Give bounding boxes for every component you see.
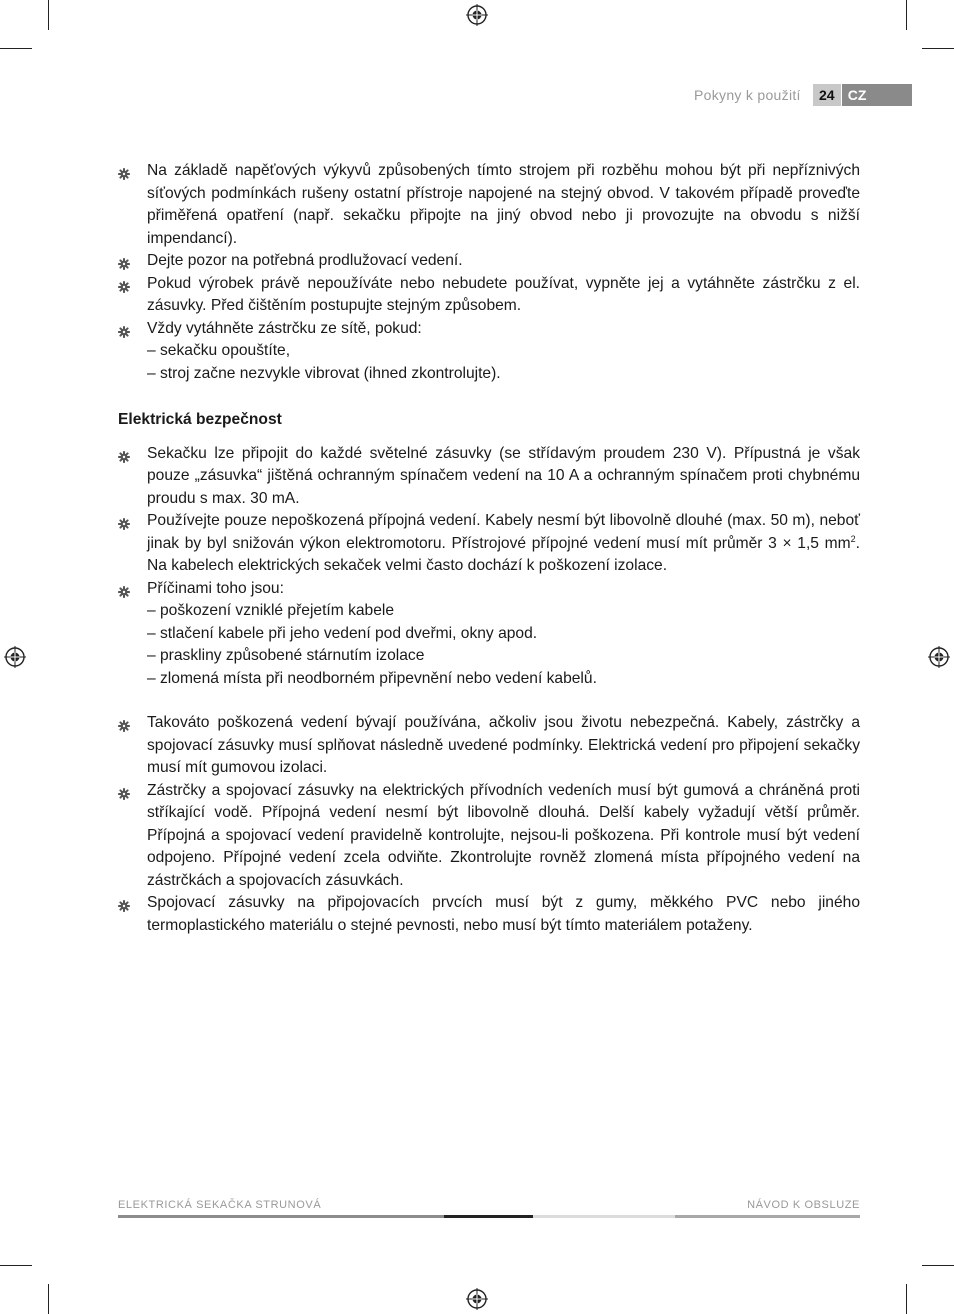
section-heading: Elektrická bezpečnost	[118, 411, 282, 428]
gear-bullet-icon	[118, 583, 130, 595]
gear-bullet-icon	[118, 897, 130, 909]
gear-bullet-icon	[118, 165, 130, 177]
sub-item: – stlačení kabele při jeho vedení pod dveřmi, okny apod.	[147, 624, 538, 642]
list-item-text: Spojovací zásuvky na připojovacích prvcích musí být z gumy, měkkého PVC nebo jiného termoplastického materiálu o stejné pevnosti, nebo musí být tímto materiálem potaženy.	[147, 894, 860, 934]
footer-bar-segment	[118, 1215, 444, 1218]
list-item	[118, 318, 860, 341]
page-header	[694, 84, 912, 106]
registration-mark-icon	[928, 646, 950, 668]
text-fragment: Používejte pouze nepoškozená přípojná vedení. Kabely nesmí být libovolně dlouhé (max. 50 m), neboť jinak by byl snižován výkon elektromotoru. Přístrojové přípojné vedení musí mít průměr 3 × 1,5 mm	[147, 512, 860, 552]
document-body	[118, 160, 860, 937]
list-item	[118, 578, 860, 601]
list-item	[118, 160, 860, 250]
footer-product-name: ELEKTRICKÁ SEKAČKA STRUNOVÁ	[118, 1199, 322, 1211]
language-badge: CZ	[842, 84, 912, 106]
footer-bar-segment	[533, 1215, 675, 1218]
footer-bar	[118, 1215, 860, 1218]
registration-mark-icon	[466, 4, 488, 26]
gear-bullet-icon	[118, 785, 130, 797]
gear-bullet-icon	[118, 255, 130, 267]
sub-item: – stroj začne nezvykle vibrovat (ihned zkontrolujte).	[147, 364, 501, 382]
list-item-text: Pokud výrobek právě nepoužíváte nebo nebudete používat, vypněte jej a vytáhněte zástrčku z el. zásuvky. Před čištěním postupujte stejným způsobem.	[147, 274, 860, 314]
list-item-text: Sekačku lze připojit do každé světelné zásuvky (se střídavým proudem 230 V). Přípustná je však pouze „zásuvka“ jištěná ochranným spínačem vedení na 10 A a ochranným spínačem proti chybnému proudu s max. 30 mA.	[147, 444, 860, 507]
gear-bullet-icon	[118, 515, 130, 527]
registration-mark-icon	[4, 646, 26, 668]
crop-mark	[0, 48, 32, 49]
sub-item: – sekačku opouštíte,	[147, 342, 291, 359]
crop-mark	[906, 1284, 907, 1314]
list-item-text: Dejte pozor na potřebná prodlužovací vedení.	[147, 252, 463, 269]
crop-mark	[906, 0, 907, 30]
superscript: 2	[850, 533, 856, 544]
gear-bullet-icon	[118, 448, 130, 460]
list-item-text: Vždy vytáhněte zástrčku ze sítě, pokud:	[147, 319, 422, 337]
list-item	[118, 273, 860, 318]
header-section-title: Pokyny k použití	[694, 87, 801, 103]
list-item-text: Příčinami toho jsou:	[147, 579, 284, 597]
crop-mark	[48, 1284, 49, 1314]
list-item	[118, 510, 860, 578]
gear-bullet-icon	[118, 717, 130, 729]
gear-bullet-icon	[118, 323, 130, 335]
list-item-text: Takováto poškozená vedení bývají používána, ačkoliv jsou životu nebezpečná. Kabely, zástrčky a spojovací zásuvky musí splňovat následně uvedené podmínky. Elektrická vedení pro připojení sekačky musí mít gumovou izolaci.	[147, 714, 860, 776]
list-item	[118, 443, 860, 511]
footer-bar-segment	[444, 1215, 533, 1218]
page-number: 24	[813, 84, 841, 106]
sub-item: – praskliny způsobené stárnutím izolace	[147, 647, 425, 664]
list-item	[118, 892, 860, 937]
list-item-text	[147, 512, 860, 574]
crop-mark	[0, 1265, 32, 1266]
text-fragment: . Na kabelech elektrických sekaček velmi často dochází k poškození izolace.	[147, 534, 860, 574]
crop-mark	[922, 48, 954, 49]
sub-item: – poškození vzniklé přejetím kabele	[147, 602, 395, 619]
footer-document-type: NÁVOD K OBSLUZE	[747, 1199, 860, 1211]
list-item-text: Zástrčky a spojovací zásuvky na elektrických přívodních vedeních musí být gumová a chráněná proti stříkající vodě. Přípojná vedení nesmí být libovolně dlouhá. Delší kabely vyžadují větší průměr. Přípojná a spojovací vedení pravidelně kontrolujte, nejsou-li poškozena. Při kontrole musí být vedení odpojeno. Přípojné vedení zcela odviňte. Zkontrolujte rovněž zlomená místa přípojného vedení na zástrčkách a spojovacích zásuvkách.	[147, 781, 860, 889]
spacer	[118, 690, 860, 712]
gear-bullet-icon	[118, 278, 130, 290]
crop-mark	[48, 0, 49, 30]
list-item-text: Na základě napěťových výkyvů způsobených tímto strojem při rozběhu mohou být při nepříznivých síťových podmínkách rušeny ostatní přístroje napojené na stejný obvod. V takovém případě proveďte přiměřená opatření (např. sekačku připojte na jiný obvod nebo ji provozujte na obvodu s nižší impendancí).	[147, 162, 860, 247]
sub-item: – zlomená místa při neodborném připevnění nebo vedení kabelů.	[147, 669, 597, 687]
list-item	[118, 250, 860, 273]
crop-mark	[922, 1265, 954, 1266]
registration-mark-icon	[466, 1288, 488, 1310]
list-item	[118, 780, 860, 893]
list-item	[118, 712, 860, 780]
footer-bar-segment	[675, 1215, 860, 1218]
